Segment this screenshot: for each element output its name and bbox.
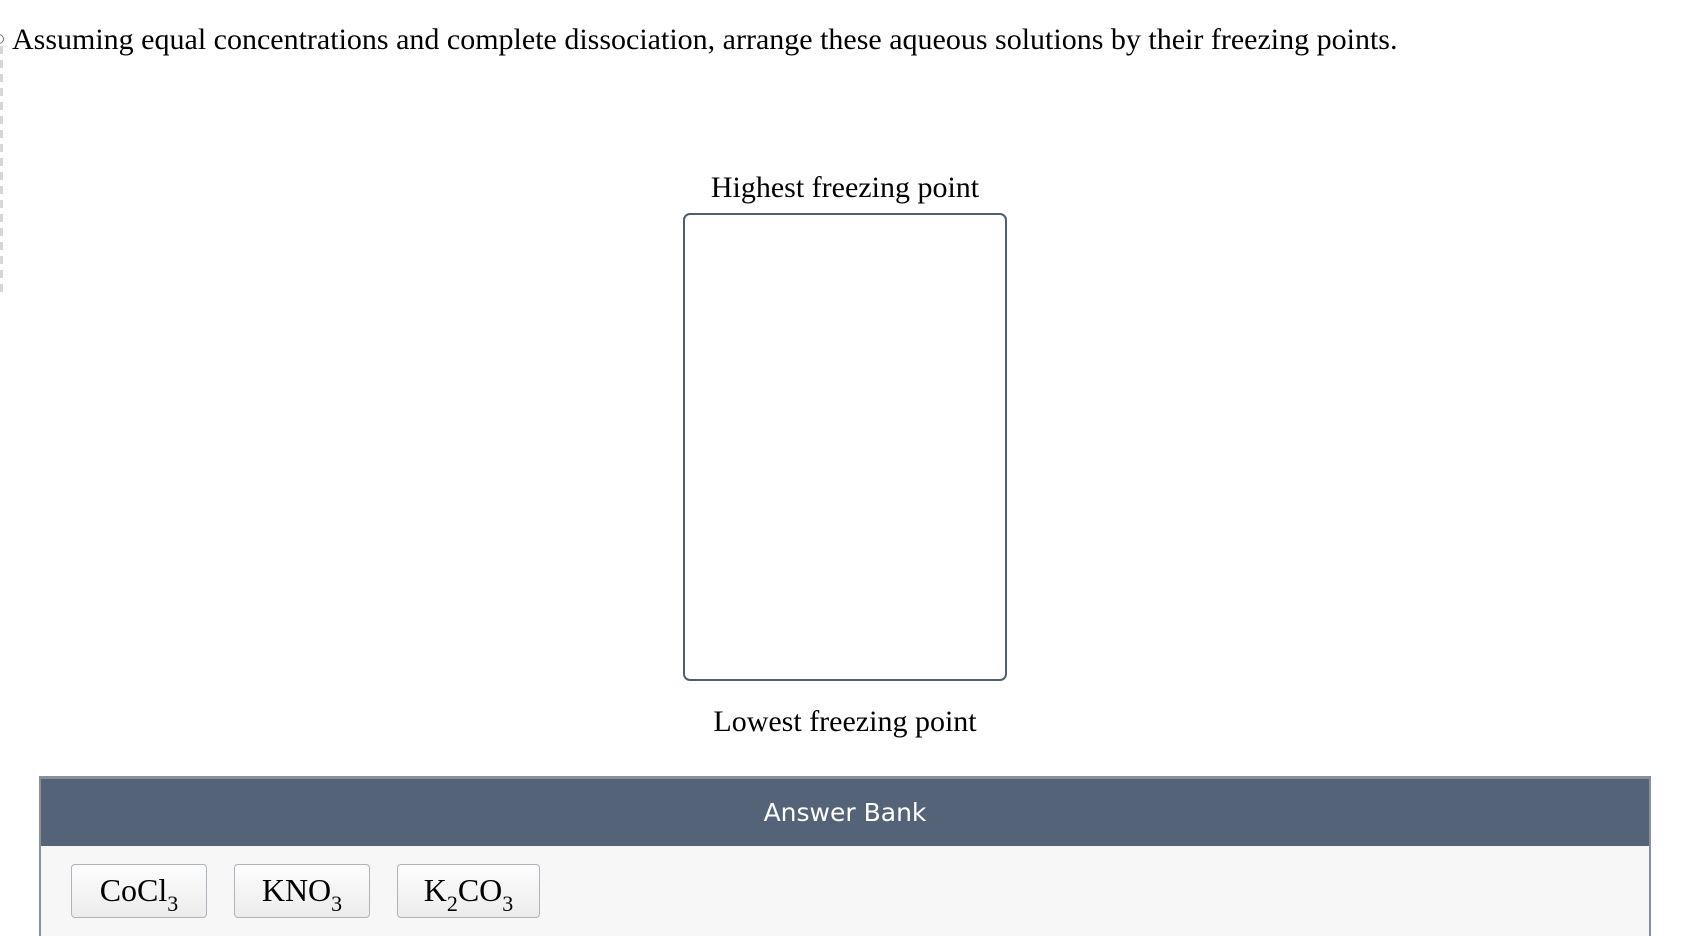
answer-bank-items (41, 846, 1649, 936)
answer-chip-k2co3[interactable]: $K_2CO_3$ (397, 864, 540, 918)
ranking-drop-zone[interactable] (683, 213, 1007, 681)
highest-freezing-point-label: Highest freezing point (710, 171, 980, 204)
question-text: Assuming equal concentrations and complete dissociation, arrange these aqueous solutions by their freezing points. (12, 23, 1398, 56)
side-panel-handle-icon[interactable] (0, 34, 4, 44)
side-panel-strip (0, 46, 3, 296)
answer-bank-title: Answer Bank (41, 779, 1649, 846)
answer-chip-cocl3[interactable]: CoCl$_3$ (71, 864, 207, 918)
lowest-freezing-point-label: Lowest freezing point (713, 705, 977, 738)
answer-chip-kno3[interactable]: $KNO_3$ (234, 864, 370, 918)
answer-bank (39, 776, 1651, 936)
